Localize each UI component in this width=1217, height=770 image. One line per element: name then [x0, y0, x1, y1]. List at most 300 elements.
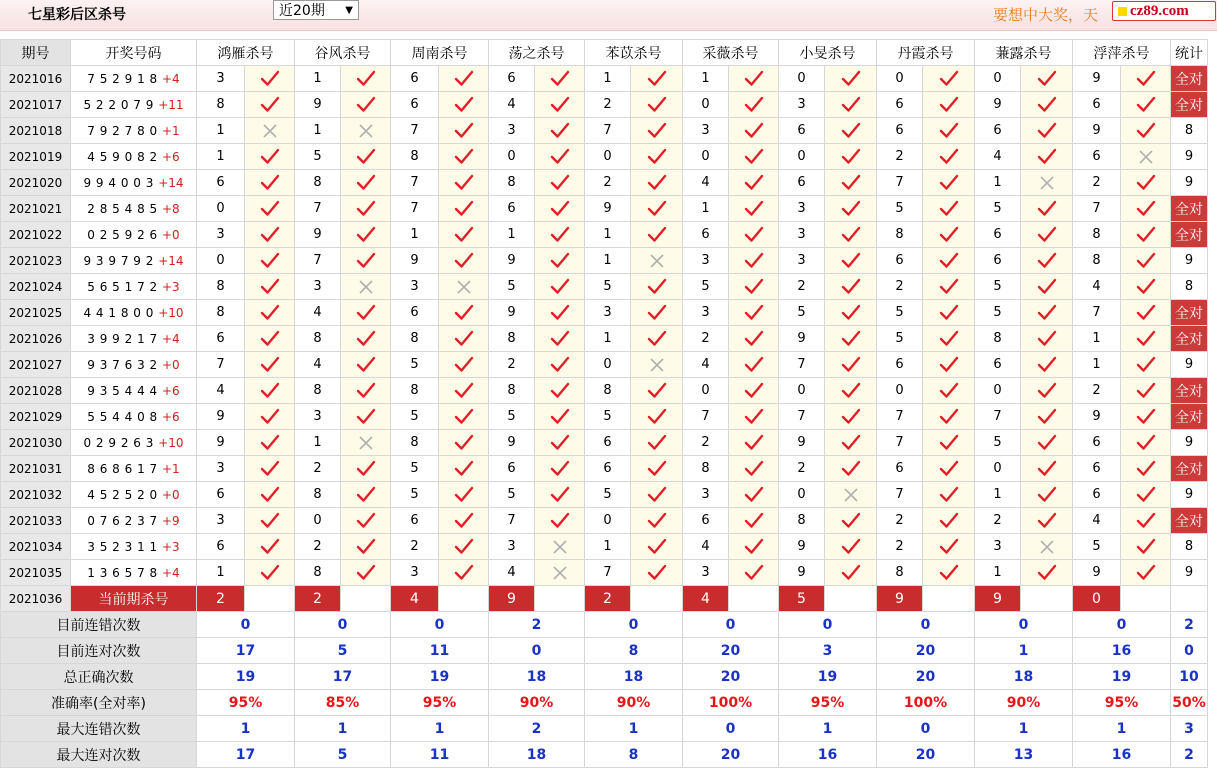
kill-number-cell: 2 [295, 534, 341, 560]
kill-number-cell: 9 [779, 534, 825, 560]
kill-number-cell: 5 [877, 196, 923, 222]
check-icon [245, 144, 295, 170]
period-cell: 2021035 [1, 560, 71, 586]
back-number: +14 [158, 175, 184, 190]
stat-header: 统计 [1171, 40, 1208, 66]
numbers-header: 开奖号码 [71, 40, 197, 66]
kill-number-cell: 4 [683, 352, 729, 378]
check-icon [1021, 508, 1073, 534]
kill-number-cell: 5 [489, 404, 535, 430]
kill-number-cell: 3 [295, 404, 341, 430]
draw-numbers-cell [71, 300, 197, 326]
check-icon [1121, 560, 1171, 586]
check-icon [825, 248, 877, 274]
summary-value: 17 [295, 664, 391, 690]
period-cell: 2021034 [1, 534, 71, 560]
summary-stat: 2 [1171, 742, 1208, 768]
kill-number-cell: 5 [975, 196, 1021, 222]
summary-value: 11 [391, 638, 489, 664]
expert-header: 小旻杀号 [779, 40, 877, 66]
summary-value: 95% [197, 690, 295, 716]
kill-number-cell: 1 [683, 66, 729, 92]
kill-number-cell: 6 [197, 326, 245, 352]
empty-cell [1171, 586, 1208, 612]
summary-value: 0 [585, 612, 683, 638]
kill-number-cell: 2 [877, 274, 923, 300]
check-icon [439, 352, 489, 378]
kill-number-cell: 9 [197, 430, 245, 456]
back-number: +0 [162, 487, 180, 502]
check-icon [1021, 118, 1073, 144]
kill-number-cell: 4 [295, 300, 341, 326]
kill-number-cell: 0 [975, 378, 1021, 404]
back-number: +6 [162, 409, 180, 424]
cross-icon [535, 534, 585, 560]
check-icon [245, 196, 295, 222]
summary-value: 18 [489, 742, 585, 768]
check-icon [341, 144, 391, 170]
kill-number-cell: 9 [975, 92, 1021, 118]
front-digits: 9 3 5 4 4 4 [87, 383, 158, 398]
kill-number-cell: 3 [683, 118, 729, 144]
table-row [1, 326, 1208, 352]
check-icon [439, 326, 489, 352]
front-digits: 1 3 6 5 7 8 [87, 565, 158, 580]
check-icon [631, 430, 683, 456]
current-kill-number: 9 [975, 586, 1021, 612]
draw-numbers-cell [71, 560, 197, 586]
kill-number-cell: 6 [489, 66, 535, 92]
kill-number-cell: 9 [1073, 118, 1121, 144]
kill-number-cell: 5 [489, 274, 535, 300]
promo-text[interactable]: 要想中大奖，天 [993, 6, 1099, 24]
expert-header: 丹霞杀号 [877, 40, 975, 66]
kill-number-cell: 3 [197, 66, 245, 92]
all-correct-badge: 全对 [1171, 508, 1208, 534]
draw-numbers-cell [71, 404, 197, 430]
front-digits: 3 5 2 3 1 1 [87, 539, 158, 554]
kill-number-table [0, 39, 1208, 768]
check-icon [1121, 118, 1171, 144]
draw-numbers-cell [71, 66, 197, 92]
check-icon [923, 300, 975, 326]
check-icon [1121, 352, 1171, 378]
kill-number-cell: 5 [877, 300, 923, 326]
kill-number-cell: 3 [585, 300, 631, 326]
check-icon [825, 92, 877, 118]
kill-number-cell: 4 [683, 534, 729, 560]
front-digits: 0 7 6 2 3 7 [87, 513, 158, 528]
kill-number-cell: 0 [197, 248, 245, 274]
current-kill-label: 当前期杀号 [71, 586, 197, 612]
expert-header: 蒹露杀号 [975, 40, 1073, 66]
back-number: +10 [158, 305, 184, 320]
check-icon [923, 248, 975, 274]
draw-numbers-cell [71, 508, 197, 534]
check-icon [825, 560, 877, 586]
check-icon [923, 352, 975, 378]
empty-cell [825, 586, 877, 612]
kill-number-cell: 8 [877, 222, 923, 248]
kill-number-cell: 2 [683, 326, 729, 352]
draw-numbers-cell [71, 274, 197, 300]
logo-square-icon [1118, 7, 1127, 16]
kill-number-cell: 7 [683, 404, 729, 430]
kill-number-cell: 2 [1073, 170, 1121, 196]
check-icon [1021, 404, 1073, 430]
check-icon [341, 66, 391, 92]
kill-number-cell: 1 [197, 560, 245, 586]
kill-number-cell: 8 [197, 92, 245, 118]
front-digits: 8 6 8 6 1 7 [87, 461, 158, 476]
check-icon [341, 482, 391, 508]
period-cell: 2021017 [1, 92, 71, 118]
summary-value: 0 [683, 716, 779, 742]
check-icon [631, 326, 683, 352]
check-icon [245, 378, 295, 404]
check-icon [341, 508, 391, 534]
kill-number-cell: 6 [197, 534, 245, 560]
kill-number-cell: 8 [295, 326, 341, 352]
summary-value: 8 [585, 638, 683, 664]
period-range-select[interactable] [273, 0, 359, 20]
check-icon [535, 170, 585, 196]
back-number: +14 [158, 253, 184, 268]
kill-number-cell: 2 [1073, 378, 1121, 404]
kill-number-cell: 6 [391, 92, 439, 118]
check-icon [825, 222, 877, 248]
check-icon [729, 274, 779, 300]
stat-cell: 9 [1171, 248, 1208, 274]
kill-number-cell: 0 [295, 508, 341, 534]
check-icon [923, 404, 975, 430]
check-icon [825, 196, 877, 222]
summary-value: 90% [489, 690, 585, 716]
summary-label: 最大连错次数 [1, 716, 197, 742]
check-icon [923, 196, 975, 222]
front-digits: 4 5 9 0 8 2 [87, 149, 158, 164]
summary-value: 100% [877, 690, 975, 716]
kill-number-cell: 9 [779, 560, 825, 586]
summary-value: 90% [585, 690, 683, 716]
cross-icon [439, 274, 489, 300]
stat-cell: 9 [1171, 482, 1208, 508]
kill-number-cell: 1 [295, 66, 341, 92]
period-cell: 2021019 [1, 144, 71, 170]
kill-number-cell: 8 [197, 300, 245, 326]
check-icon [535, 118, 585, 144]
kill-number-cell: 6 [391, 508, 439, 534]
check-icon [729, 222, 779, 248]
period-cell: 2021033 [1, 508, 71, 534]
back-number: +11 [158, 97, 184, 112]
summary-label: 总正确次数 [1, 664, 197, 690]
summary-value: 90% [975, 690, 1073, 716]
kill-number-cell: 6 [1073, 456, 1121, 482]
kill-number-cell: 1 [585, 326, 631, 352]
kill-number-cell: 2 [585, 92, 631, 118]
summary-value: 1 [975, 716, 1073, 742]
check-icon [729, 118, 779, 144]
front-digits: 0 2 9 2 6 3 [83, 435, 154, 450]
top-bar [0, 0, 1217, 31]
empty-cell [341, 586, 391, 612]
check-icon [1021, 92, 1073, 118]
check-icon [535, 430, 585, 456]
kill-number-cell: 2 [391, 534, 439, 560]
check-icon [1021, 66, 1073, 92]
check-icon [1021, 456, 1073, 482]
kill-number-cell: 0 [975, 66, 1021, 92]
summary-row [1, 716, 1208, 742]
summary-value: 11 [391, 742, 489, 768]
check-icon [245, 404, 295, 430]
site-logo[interactable] [1112, 1, 1216, 21]
period-header: 期号 [1, 40, 71, 66]
summary-value: 0 [197, 612, 295, 638]
kill-number-cell: 1 [585, 248, 631, 274]
check-icon [825, 404, 877, 430]
kill-number-cell: 0 [779, 144, 825, 170]
check-icon [1021, 482, 1073, 508]
kill-number-cell: 1 [197, 144, 245, 170]
check-icon [923, 430, 975, 456]
kill-number-cell: 8 [975, 326, 1021, 352]
check-icon [631, 482, 683, 508]
current-kill-number: 5 [779, 586, 825, 612]
summary-label: 最大连对次数 [1, 742, 197, 768]
front-digits: 9 3 9 7 9 2 [83, 253, 154, 268]
kill-number-cell: 0 [585, 144, 631, 170]
kill-number-cell: 2 [877, 144, 923, 170]
summary-value: 16 [1073, 742, 1171, 768]
kill-number-cell: 4 [683, 170, 729, 196]
kill-number-cell: 7 [197, 352, 245, 378]
table-row [1, 274, 1208, 300]
check-icon [1021, 248, 1073, 274]
check-icon [631, 300, 683, 326]
kill-number-cell: 5 [975, 274, 1021, 300]
kill-number-cell: 8 [391, 378, 439, 404]
check-icon [729, 92, 779, 118]
kill-number-cell: 1 [489, 222, 535, 248]
check-icon [1021, 378, 1073, 404]
check-icon [923, 456, 975, 482]
check-icon [341, 456, 391, 482]
check-icon [729, 248, 779, 274]
check-icon [341, 248, 391, 274]
summary-value: 20 [877, 664, 975, 690]
kill-number-cell: 0 [975, 456, 1021, 482]
kill-number-cell: 6 [877, 92, 923, 118]
check-icon [341, 404, 391, 430]
summary-stat: 3 [1171, 716, 1208, 742]
stat-cell: 8 [1171, 274, 1208, 300]
check-icon [923, 118, 975, 144]
kill-number-cell: 8 [877, 560, 923, 586]
kill-number-cell: 7 [877, 170, 923, 196]
kill-number-cell: 2 [683, 430, 729, 456]
front-digits: 7 9 2 7 8 0 [87, 123, 158, 138]
kill-number-cell: 5 [295, 144, 341, 170]
check-icon [341, 170, 391, 196]
all-correct-badge: 全对 [1171, 92, 1208, 118]
summary-value: 1 [295, 716, 391, 742]
kill-number-cell: 6 [585, 430, 631, 456]
kill-number-cell: 9 [1073, 66, 1121, 92]
check-icon [729, 352, 779, 378]
check-icon [923, 274, 975, 300]
check-icon [341, 560, 391, 586]
summary-value: 100% [683, 690, 779, 716]
kill-number-cell: 0 [585, 508, 631, 534]
check-icon [923, 92, 975, 118]
front-digits: 2 8 5 4 8 5 [87, 201, 158, 216]
kill-number-cell: 3 [295, 274, 341, 300]
expert-header: 苯苡杀号 [585, 40, 683, 66]
front-digits: 5 5 4 4 0 8 [87, 409, 158, 424]
kill-number-cell: 1 [295, 430, 341, 456]
check-icon [1021, 144, 1073, 170]
kill-number-cell: 1 [975, 170, 1021, 196]
back-number: +6 [162, 149, 180, 164]
kill-number-cell: 2 [779, 456, 825, 482]
kill-number-cell: 9 [779, 430, 825, 456]
period-cell: 2021022 [1, 222, 71, 248]
summary-value: 20 [683, 638, 779, 664]
kill-number-cell: 1 [585, 66, 631, 92]
check-icon [439, 92, 489, 118]
table-row [1, 456, 1208, 482]
kill-number-cell: 6 [877, 456, 923, 482]
summary-value: 95% [391, 690, 489, 716]
check-icon [245, 326, 295, 352]
kill-number-cell: 7 [779, 352, 825, 378]
kill-number-cell: 9 [779, 326, 825, 352]
check-icon [729, 404, 779, 430]
kill-number-cell: 0 [779, 482, 825, 508]
kill-number-cell: 9 [489, 430, 535, 456]
kill-number-cell: 1 [683, 196, 729, 222]
check-icon [439, 534, 489, 560]
kill-number-cell: 6 [877, 248, 923, 274]
check-icon [923, 534, 975, 560]
check-icon [535, 482, 585, 508]
summary-value: 1 [779, 716, 877, 742]
table-row [1, 508, 1208, 534]
check-icon [245, 222, 295, 248]
front-digits: 9 3 7 6 3 2 [87, 357, 158, 372]
summary-value: 1 [975, 638, 1073, 664]
all-correct-badge: 全对 [1171, 222, 1208, 248]
table-row [1, 92, 1208, 118]
kill-number-cell: 6 [683, 222, 729, 248]
check-icon [923, 560, 975, 586]
cross-icon [341, 274, 391, 300]
check-icon [825, 118, 877, 144]
kill-number-cell: 7 [391, 196, 439, 222]
check-icon [439, 508, 489, 534]
summary-row [1, 612, 1208, 638]
back-number: +10 [158, 435, 184, 450]
check-icon [1121, 170, 1171, 196]
check-icon [631, 170, 683, 196]
check-icon [825, 144, 877, 170]
kill-number-cell: 5 [779, 300, 825, 326]
summary-value: 13 [975, 742, 1073, 768]
back-number: +4 [162, 331, 180, 346]
check-icon [245, 170, 295, 196]
check-icon [825, 300, 877, 326]
summary-value: 8 [585, 742, 683, 768]
kill-number-cell: 0 [197, 196, 245, 222]
summary-value: 0 [1073, 612, 1171, 638]
summary-label: 目前连对次数 [1, 638, 197, 664]
kill-number-cell: 8 [1073, 222, 1121, 248]
table-row [1, 560, 1208, 586]
summary-label: 准确率(全对率) [1, 690, 197, 716]
check-icon [535, 456, 585, 482]
kill-number-cell: 7 [295, 248, 341, 274]
check-icon [245, 92, 295, 118]
kill-number-cell: 7 [585, 560, 631, 586]
kill-number-cell: 5 [975, 300, 1021, 326]
kill-number-cell: 9 [489, 300, 535, 326]
summary-value: 5 [295, 638, 391, 664]
cross-icon [341, 430, 391, 456]
kill-number-cell: 1 [585, 222, 631, 248]
check-icon [923, 508, 975, 534]
summary-value: 20 [683, 664, 779, 690]
cross-icon [1021, 170, 1073, 196]
check-icon [1121, 508, 1171, 534]
stat-cell: 8 [1171, 534, 1208, 560]
table-row [1, 144, 1208, 170]
check-icon [1121, 456, 1171, 482]
front-digits: 5 2 2 0 7 9 [83, 97, 154, 112]
expert-header: 浮萍杀号 [1073, 40, 1171, 66]
summary-value: 19 [1073, 664, 1171, 690]
check-icon [439, 404, 489, 430]
period-cell: 2021020 [1, 170, 71, 196]
kill-number-cell: 2 [295, 456, 341, 482]
kill-number-cell: 3 [779, 222, 825, 248]
kill-number-cell: 3 [197, 456, 245, 482]
kill-number-cell: 1 [975, 482, 1021, 508]
summary-value: 0 [975, 612, 1073, 638]
back-number: +6 [162, 383, 180, 398]
check-icon [923, 144, 975, 170]
check-icon [439, 144, 489, 170]
check-icon [825, 352, 877, 378]
check-icon [535, 404, 585, 430]
check-icon [341, 300, 391, 326]
check-icon [631, 274, 683, 300]
check-icon [631, 66, 683, 92]
kill-number-cell: 9 [197, 404, 245, 430]
summary-value: 0 [683, 612, 779, 638]
page-title: 七星彩后区杀号 [28, 7, 126, 23]
draw-numbers-cell [71, 378, 197, 404]
summary-value: 20 [683, 742, 779, 768]
kill-number-cell: 9 [1073, 404, 1121, 430]
check-icon [341, 378, 391, 404]
check-icon [1021, 300, 1073, 326]
logo-text: cz89.com [1130, 2, 1189, 19]
kill-number-cell: 5 [975, 430, 1021, 456]
summary-value: 19 [391, 664, 489, 690]
kill-number-cell: 6 [585, 456, 631, 482]
